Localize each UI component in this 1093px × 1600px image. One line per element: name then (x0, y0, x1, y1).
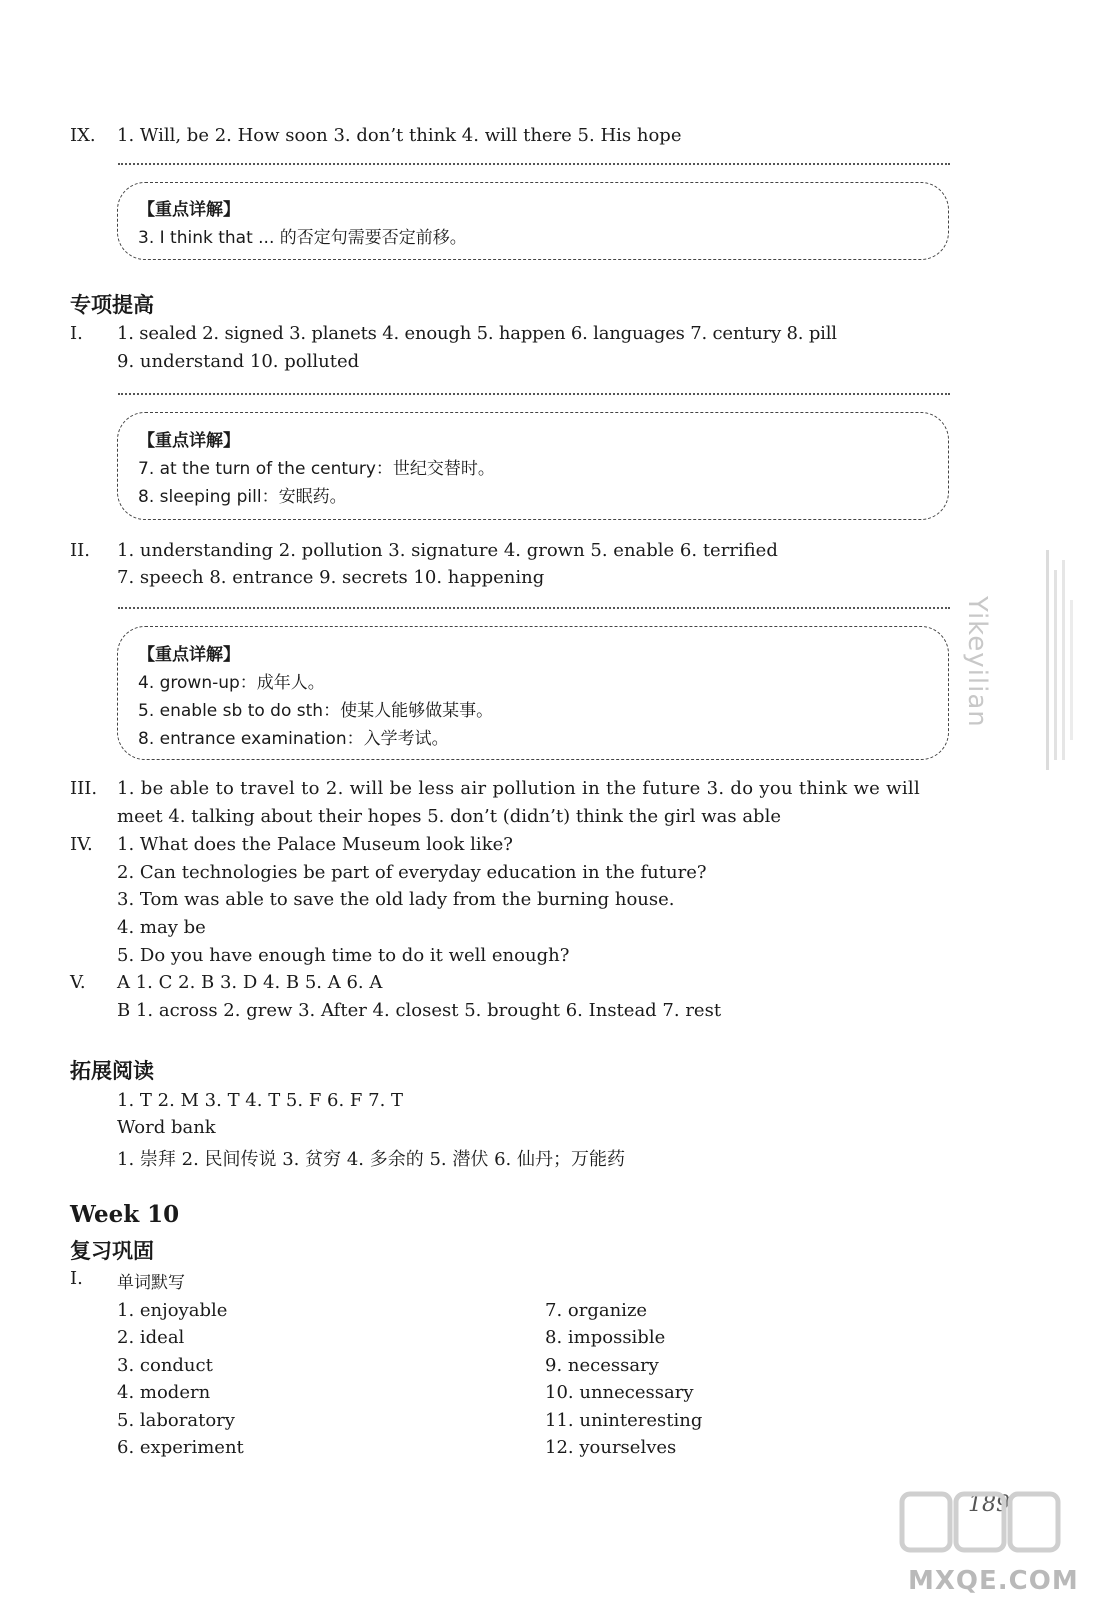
roman-ii: II. (70, 540, 90, 561)
section-heading-review: 复习巩固 (70, 1239, 154, 1263)
special-i-line1: 1. sealed 2. signed 3. planets 4. enough 5. happen 6. languages 7. century 8. pill (117, 323, 837, 344)
roman-i-week10: I. (70, 1268, 83, 1289)
divider (118, 607, 950, 609)
page-number: 189 (968, 1492, 1010, 1517)
word-item: 7. organize (545, 1300, 648, 1321)
week-heading: Week 10 (70, 1201, 180, 1228)
note-line: 5. enable sb to do sth：使某人能够做某事。 (138, 701, 494, 721)
special-iv-line: 4. may be (117, 917, 206, 938)
section-heading-special: 专项提高 (70, 293, 154, 317)
special-iv-line: 1. What does the Palace Museum look like? (117, 834, 513, 855)
reading-line3: 1. 崇拜 2. 民间传说 3. 贫穷 4. 多余的 5. 潜伏 6. 仙丹；万能药 (117, 1149, 625, 1170)
word-bank-label: Word bank (117, 1117, 216, 1138)
note-title: 【重点详解】 (138, 645, 240, 665)
special-v-line2: B 1. across 2. grew 3. After 4. closest 5. brought 6. Instead 7. rest (117, 1000, 722, 1021)
side-watermark: Yikeyilian (962, 596, 992, 728)
word-item: 6. experiment (117, 1437, 244, 1458)
note-line: 3. I think that ... 的否定句需要否定前移。 (138, 228, 467, 248)
roman-ix: IX. (70, 125, 96, 146)
note-line: 4. grown-up：成年人。 (138, 673, 325, 693)
dictation-label: 单词默写 (117, 1273, 185, 1293)
section-heading-reading: 拓展阅读 (70, 1059, 154, 1083)
note-box (117, 182, 949, 260)
special-i-line2: 9. understand 10. polluted (117, 351, 360, 372)
word-item: 9. necessary (545, 1355, 659, 1376)
special-v-line1: A 1. C 2. B 3. D 4. B 5. A 6. A (117, 972, 383, 993)
note-title: 【重点详解】 (138, 200, 240, 220)
special-iv-line: 5. Do you have enough time to do it well enough? (117, 945, 570, 966)
note-line: 8. sleeping pill：安眠药。 (138, 487, 347, 507)
word-item: 8. impossible (545, 1327, 666, 1348)
reading-line1: 1. T 2. M 3. T 4. T 5. F 6. F 7. T (117, 1090, 404, 1111)
divider (118, 393, 950, 395)
divider (118, 163, 950, 165)
note-line: 7. at the turn of the century：世纪交替时。 (138, 459, 495, 479)
special-iii-line1: 1. be able to travel to 2. will be less air pollution in the future 3. do you think we will (117, 778, 921, 799)
special-iv-line: 2. Can technologies be part of everyday education in the future? (117, 862, 707, 883)
note-line: 8. entrance examination：入学考试。 (138, 729, 449, 749)
special-iii-line2: meet 4. talking about their hopes 5. don’t (didn’t) think the girl was able (117, 806, 781, 827)
roman-v: V. (70, 972, 86, 993)
word-item: 1. enjoyable (117, 1300, 228, 1321)
word-item: 11. uninteresting (545, 1410, 703, 1431)
word-item: 5. laboratory (117, 1410, 235, 1431)
special-ii-line2: 7. speech 8. entrance 9. secrets 10. happening (117, 567, 545, 588)
note-title: 【重点详解】 (138, 431, 240, 451)
word-item: 12. yourselves (545, 1437, 677, 1458)
word-item: 4. modern (117, 1382, 211, 1403)
special-ii-line1: 1. understanding 2. pollution 3. signature 4. grown 5. enable 6. terrified (117, 540, 778, 561)
watermark-text: MXQE.COM (908, 1566, 1079, 1596)
word-item: 3. conduct (117, 1355, 213, 1376)
special-iv-line: 3. Tom was able to save the old lady from the burning house. (117, 889, 675, 910)
word-item: 2. ideal (117, 1327, 185, 1348)
roman-i: I. (70, 323, 83, 344)
roman-iv: IV. (70, 834, 93, 855)
word-item: 10. unnecessary (545, 1382, 694, 1403)
roman-iii: III. (70, 778, 98, 799)
side-stamp-icon (1040, 540, 1080, 780)
ix-answers: 1. Will, be 2. How soon 3. don’t think 4. will there 5. His hope (117, 125, 682, 146)
